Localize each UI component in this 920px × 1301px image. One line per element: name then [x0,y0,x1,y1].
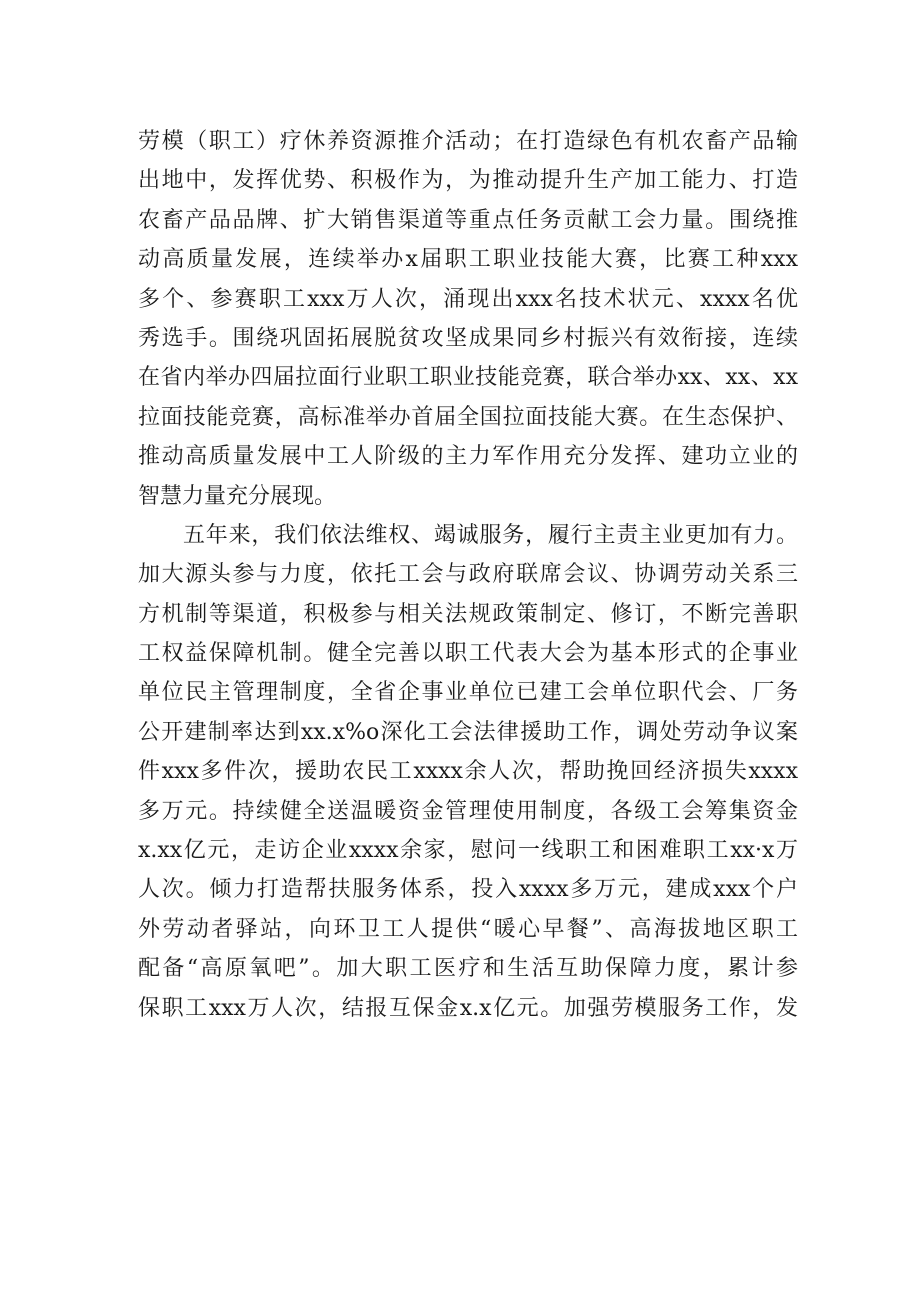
text-line: 智慧力量充分展现。 [138,483,337,509]
text-line: 外劳动者驿站，向环卫工人提供“暖心早餐”、高海拔地区职工 [138,916,798,942]
paragraph-2 [138,516,798,1028]
text-line: 多万元。持续健全送温暖资金管理使用制度，各级工会筹集资金 [138,798,798,824]
text-line: 加大源头参与力度，依托工会与政府联席会议、协调劳动关系三 [138,562,798,588]
text-line: 推动高质量发展中工人阶级的主力军作用充分发挥、建功立业的 [138,444,798,470]
text-line: 动高质量发展，连续举办x届职工职业技能大赛，比赛工种xxx [138,247,798,273]
text-line: 配备“高原氧吧”。加大职工医疗和生活互助保障力度，累计参 [138,956,798,982]
text-line: 人次。倾力打造帮扶服务体系，投入xxxx多万元，建成xxx个户 [138,877,798,903]
text-line: 五年来，我们依法维权、竭诚服务，履行主责主业更加有力。 [183,522,798,548]
text-line: 保职工xxx万人次，结报互保金x.x亿元。加强劳模服务工作，发 [138,995,798,1021]
text-line: x.xx亿元，走访企业xxxx余家，慰问一线职工和困难职工xx·x万 [138,838,798,864]
text-line: 秀选手。围绕巩固拓展脱贫攻坚成果同乡村振兴有效衔接，连续 [138,325,798,351]
text-line: 农畜产品品牌、扩大销售渠道等重点任务贡献工会力量。围绕推 [138,207,798,233]
paragraph-1 [138,122,798,516]
text-line: 出地中，发挥优势、积极作为，为推动提升生产加工能力、打造 [138,168,798,194]
text-line: 劳模（职工）疗休养资源推介活动；在打造绿色有机农畜产品输 [138,129,798,154]
text-line: 件xxx多件次，援助农民工xxxx余人次，帮助挽回经济损失xxxx [138,759,798,785]
text-line: 在省内举办四届拉面行业职工职业技能竞赛，联合举办xx、xx、xx [138,365,798,391]
text-line: 拉面技能竞赛，高标准举办首届全国拉面技能大赛。在生态保护、 [138,404,798,430]
text-line: 多个、参赛职工xxx万人次，涌现出xxx名技术状元、xxxx名优 [138,286,798,312]
text-line: 工权益保障机制。健全完善以职工代表大会为基本形式的企事业 [138,641,798,667]
text-line: 方机制等渠道，积极参与相关法规政策制定、修订，不断完善职 [138,601,798,627]
text-line: 公开建制率达到xx.x%o深化工会法律援助工作，调处劳动争议案 [138,719,798,745]
text-line: 单位民主管理制度，全省企事业单位已建工会单位职代会、厂务 [138,680,798,706]
document-body [138,122,798,1028]
